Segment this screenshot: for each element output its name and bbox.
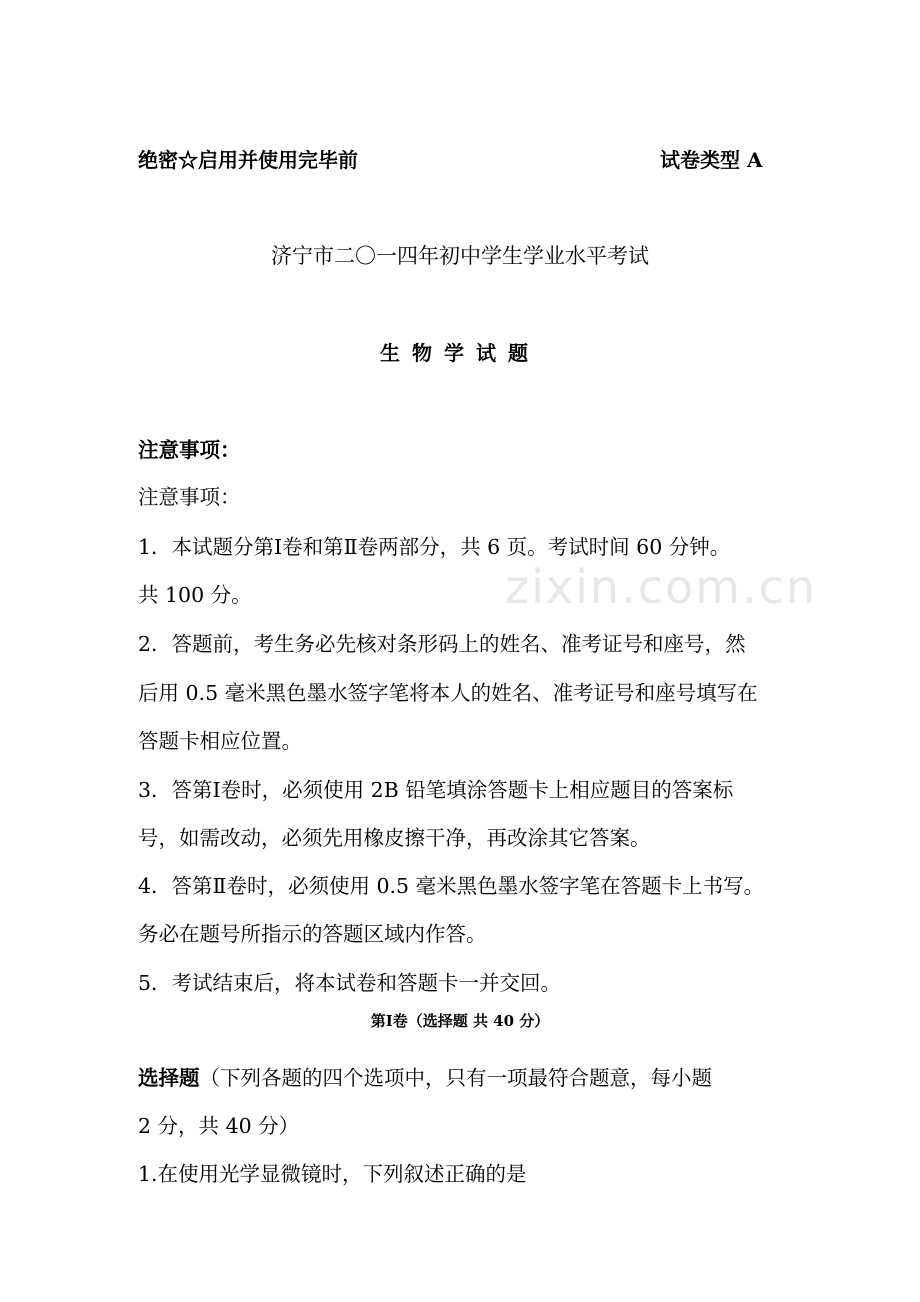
notice-line: 后用 0.5 毫米黑色墨水签字笔将本人的姓名、准考证号和座号填写在 [138, 681, 758, 705]
notice-line: 3．答第Ⅰ卷时，必须使用 2B 铅笔填涂答题卡上相应题目的答案标 [138, 778, 734, 802]
notice-line: 共 100 分。 [138, 583, 252, 607]
section-heading: 第Ⅰ卷（选择题 共 40 分） [370, 1012, 550, 1030]
section-intro-text: （下列各题的四个选项中，只有一项最符合题意，每小题 [199, 1066, 712, 1090]
section-intro-label: 选择题 [138, 1066, 200, 1090]
confidential-label: 绝密☆启用并使用完毕前 [138, 148, 358, 172]
exam-title: 济宁市二〇一四年初中学生学业水平考试 [271, 244, 649, 268]
notice-line: 5．考试结束后，将本试卷和答题卡一并交回。 [138, 971, 562, 995]
watermark: zixin.com.cn [505, 560, 818, 614]
notice-line: 注意事项： [138, 485, 241, 509]
section-intro [138, 1066, 712, 1090]
notice-line: 号，如需改动，必须先用橡皮擦干净，再改涂其它答案。 [138, 826, 651, 850]
notice-line: 4．答第Ⅱ卷时，必须使用 0.5 毫米黑色墨水签字笔在答题卡上书写。 [138, 874, 765, 898]
notice-heading: 注意事项： [138, 438, 241, 462]
notice-line: 1．本试题分第Ⅰ卷和第Ⅱ卷两部分，共 6 页。考试时间 60 分钟。 [138, 535, 731, 559]
notice-line: 务必在题号所指示的答题区域内作答。 [138, 922, 487, 946]
notice-line: 2．答题前，考生务必先核对条形码上的姓名、准考证号和座号，然 [138, 632, 746, 656]
notice-line: 答题卡相应位置。 [138, 729, 302, 753]
section-intro-line2: 2 分，共 40 分） [138, 1114, 300, 1138]
question-1: 1.在使用光学显微镜时，下列叙述正确的是 [138, 1162, 527, 1186]
paper-type-label: 试卷类型 A [660, 148, 763, 172]
subject-title: 生物学试题 [380, 341, 540, 365]
